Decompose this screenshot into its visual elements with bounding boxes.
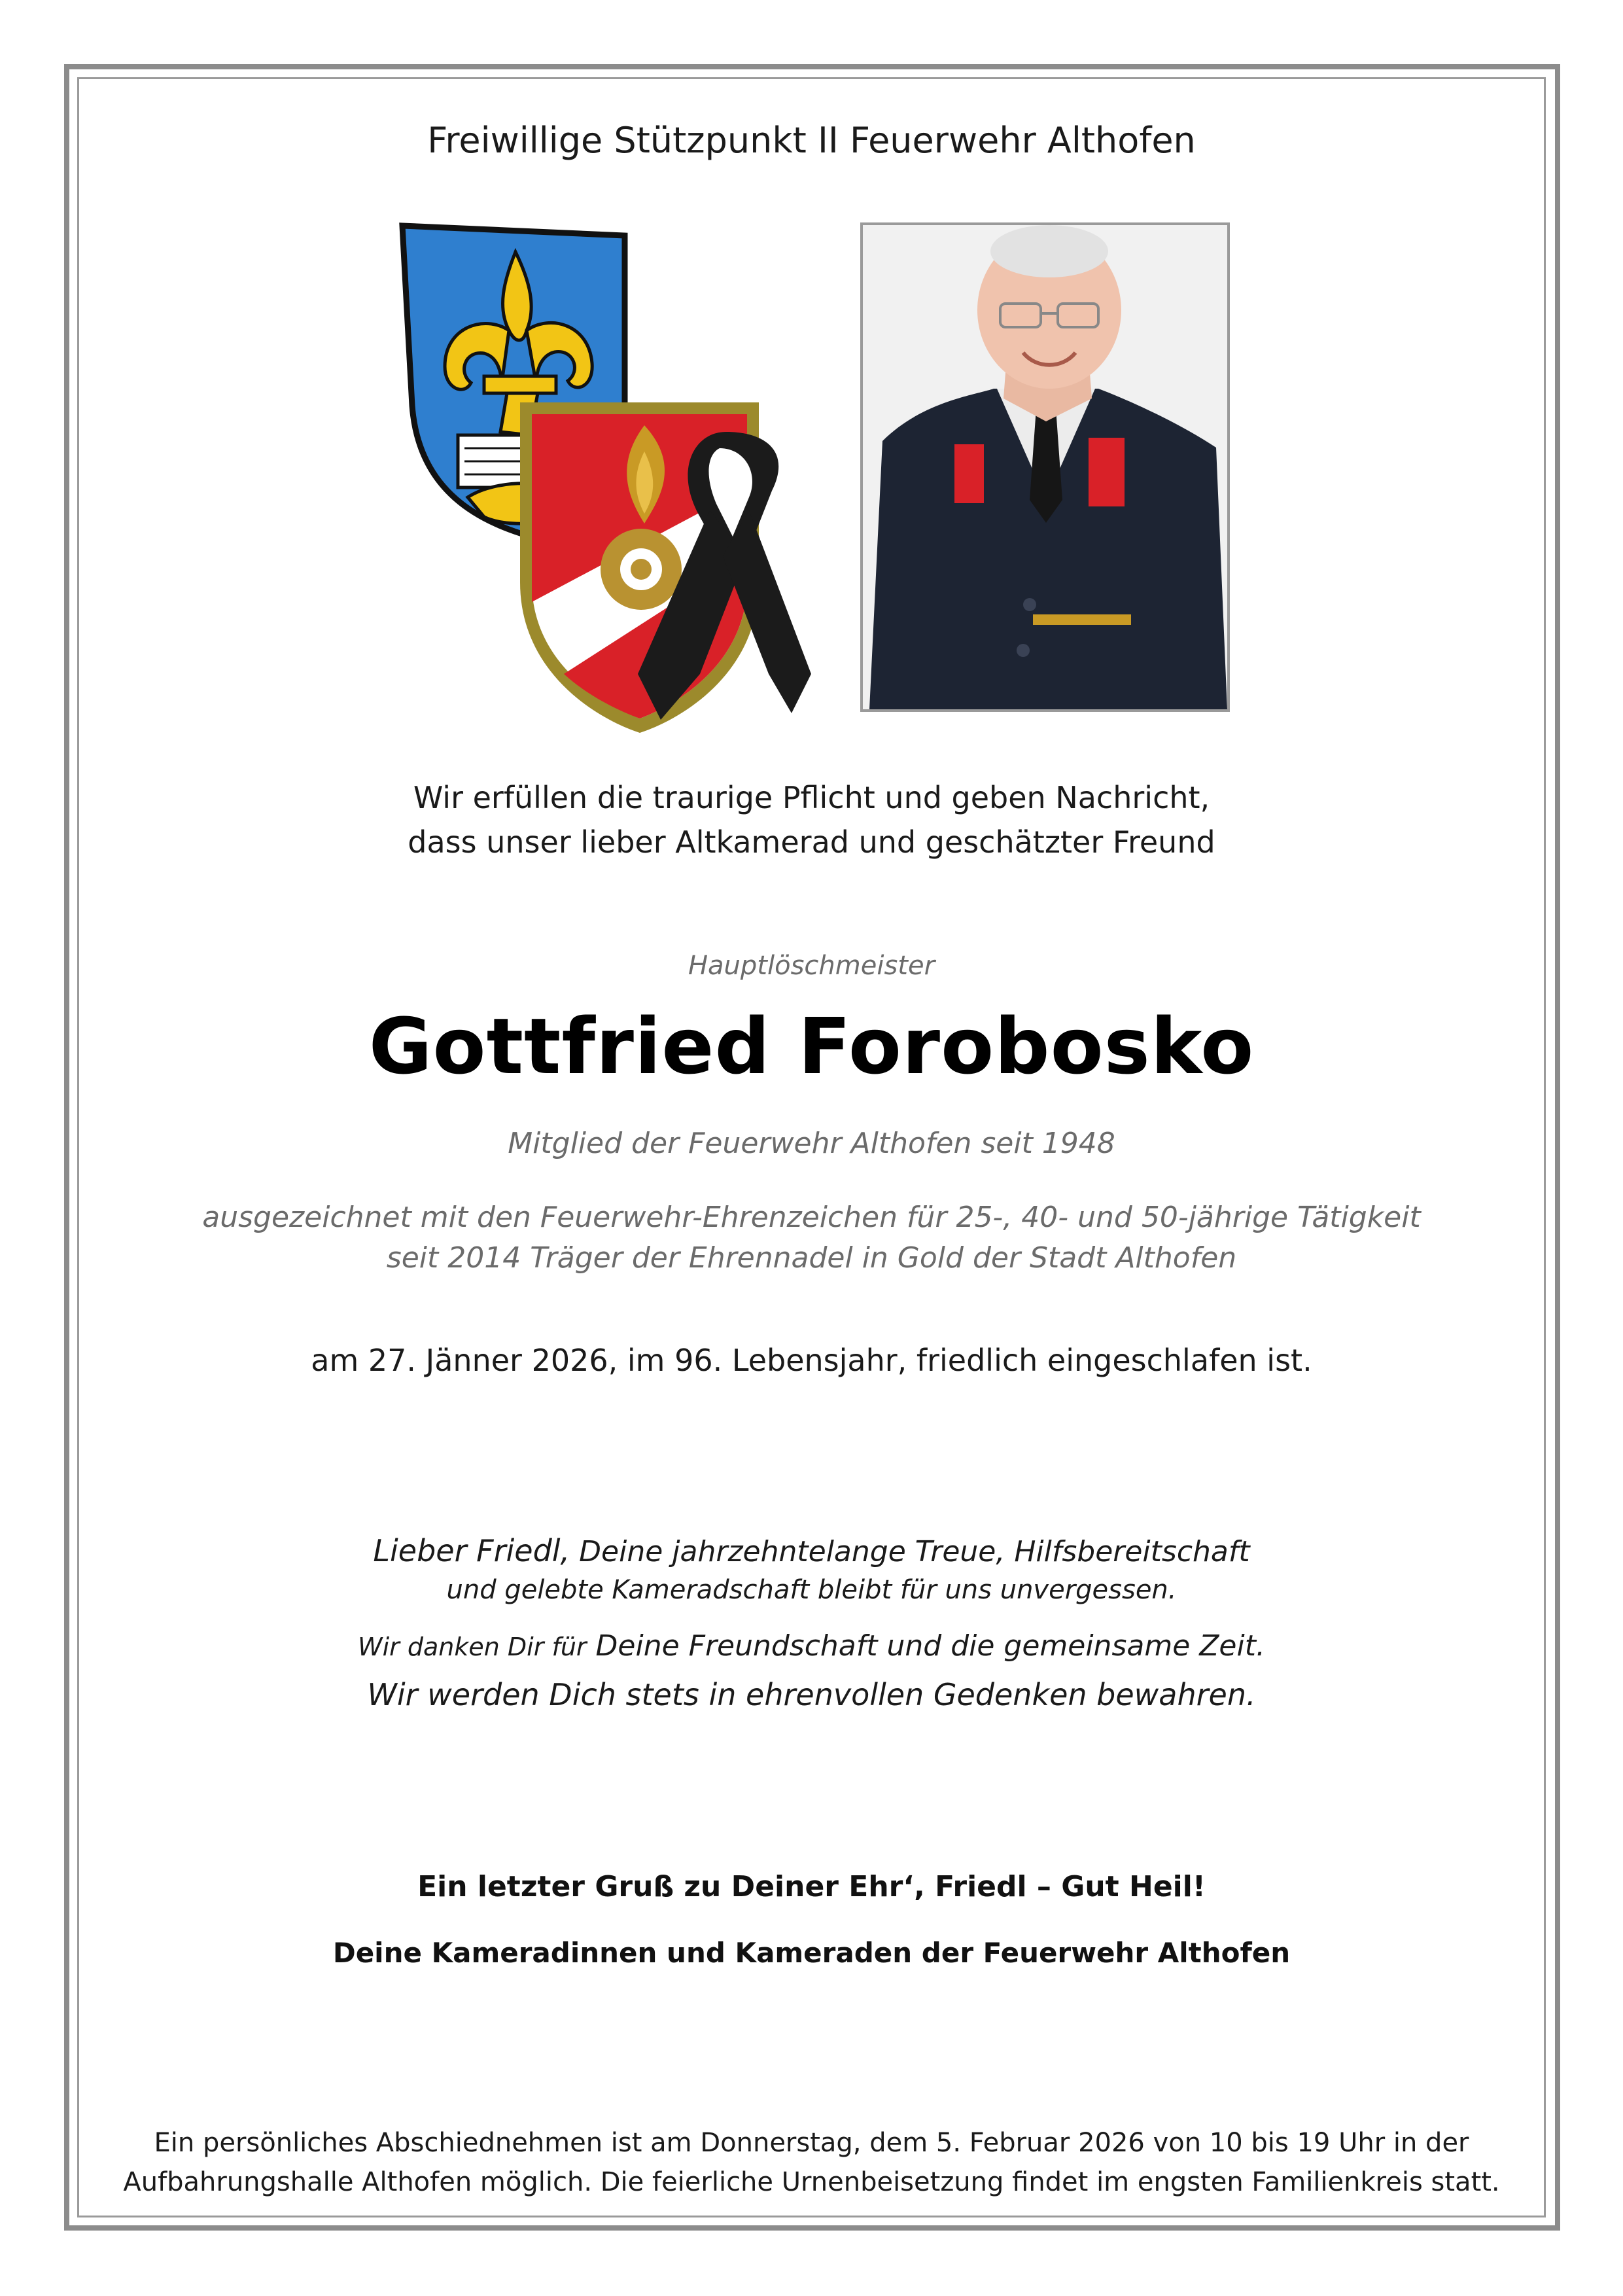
tribute-line-3-rest: Deine Freundschaft und die gemeinsame Zeit. bbox=[586, 1629, 1265, 1663]
rank-title: Hauptlöschmeister bbox=[688, 951, 935, 981]
tribute-line-4: Wir werden Dich stets in ehrenvollen Gedenken bewahren. bbox=[367, 1677, 1256, 1712]
tribute-line-2: und gelebte Kameradschaft bleibt für uns unvergessen. bbox=[446, 1575, 1177, 1605]
death-notice: am 27. Jänner 2026, im 96. Lebensjahr, friedlich eingeschlafen ist. bbox=[311, 1343, 1312, 1378]
emblem-graphic bbox=[393, 216, 811, 733]
signoff: Deine Kameradinnen und Kameraden der Feuerwehr Althofen bbox=[332, 1937, 1291, 1969]
tribute-line-1 bbox=[0, 1533, 1623, 1568]
honor-line-1: ausgezeichnet mit den Feuerwehr-Ehrenzeichen für 25-, 40- und 50-jährige Tätigkeit bbox=[202, 1201, 1421, 1234]
brigade-title: Freiwillige Stützpunkt II Feuerwehr Althofen bbox=[427, 120, 1196, 161]
honors-text bbox=[0, 1197, 1623, 1279]
portrait-photo bbox=[860, 222, 1230, 712]
tribute-line-1-rest: Deine jahrzehntelange Treue, Hilfsbereitschaft bbox=[570, 1535, 1250, 1568]
membership-text: Mitglied der Feuerwehr Althofen seit 1948 bbox=[508, 1127, 1115, 1160]
tribute-line-3 bbox=[0, 1629, 1623, 1663]
footer-notice bbox=[0, 2123, 1623, 2202]
footer-line-1: Ein persönliches Abschiednehmen ist am Donnerstag, dem 5. Februar 2026 von 10 bis 19 Uhr in der bbox=[154, 2128, 1469, 2158]
honor-line-2: seit 2014 Träger der Ehrennadel in Gold der Stadt Althofen bbox=[386, 1241, 1237, 1275]
portrait-graphic bbox=[863, 225, 1227, 709]
tribute-lead: Lieber Friedl, bbox=[373, 1533, 570, 1568]
farewell-greeting: Ein letzter Gruß zu Deiner Ehr‘, Friedl – Gut Heil! bbox=[417, 1870, 1206, 1903]
intro-line-1: Wir erfüllen die traurige Pflicht und geben Nachricht, bbox=[413, 780, 1210, 815]
tribute-line-3-lead: Wir danken Dir für bbox=[358, 1633, 587, 1661]
intro-line-2: dass unser lieber Altkamerad und geschätzter Freund bbox=[408, 824, 1215, 860]
emblems bbox=[393, 216, 811, 733]
footer-line-2: Aufbahrungshalle Althofen möglich. Die feierliche Urnenbeisetzung findet im engsten Familienkreis statt. bbox=[123, 2167, 1500, 2197]
intro-text bbox=[0, 775, 1623, 864]
deceased-name: Gottfried Forobosko bbox=[368, 1001, 1255, 1091]
